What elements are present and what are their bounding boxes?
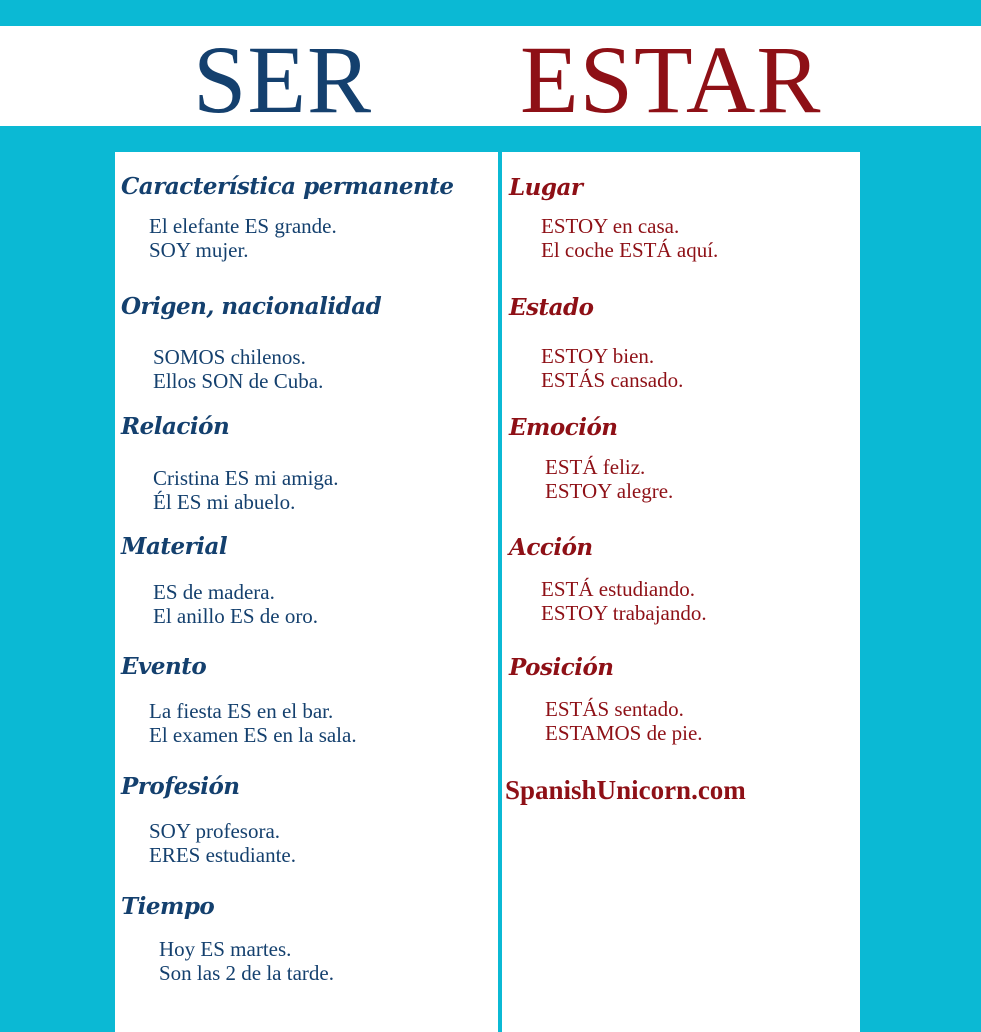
ser-heading: Evento [121, 653, 207, 680]
estar-section-emocion [509, 413, 618, 443]
estar-example: ESTOY alegre. [545, 479, 674, 503]
ser-section-evento [121, 652, 206, 682]
ser-heading: Material [121, 533, 228, 560]
estar-example: ESTÁ estudiando. [541, 577, 695, 601]
estar-section-lugar [509, 173, 583, 203]
ser-examples-caracteristica [149, 214, 337, 262]
ser-example: ERES estudiante. [149, 843, 296, 867]
estar-heading: Acción [509, 534, 593, 561]
estar-examples-posicion [545, 697, 703, 745]
estar-heading: Posición [509, 654, 614, 681]
estar-example: El coche ESTÁ aquí. [541, 238, 719, 262]
estar-heading: Estado [509, 294, 594, 321]
estar-section-posicion [509, 653, 614, 683]
ser-example: Cristina ES mi amiga. [153, 466, 339, 490]
ser-example: SOY mujer. [149, 238, 249, 262]
ser-section-material [121, 532, 227, 562]
ser-section-tiempo [121, 892, 214, 922]
ser-heading: Origen, nacionalidad [121, 293, 382, 320]
ser-example: SOY profesora. [149, 819, 281, 843]
ser-example: Son las 2 de la tarde. [159, 961, 334, 985]
ser-examples-material [153, 580, 318, 628]
ser-example: Él ES mi abuelo. [153, 490, 296, 514]
estar-section-accion [509, 533, 593, 563]
estar-example: ESTÁS cansado. [541, 368, 684, 392]
estar-example: ESTÁ feliz. [545, 455, 646, 479]
estar-example: ESTOY bien. [541, 344, 655, 368]
ser-example: El elefante ES grande. [149, 214, 337, 238]
estar-section-estado [509, 293, 593, 323]
estar-examples-lugar [541, 214, 718, 262]
ser-examples-evento [149, 699, 357, 747]
estar-title: ESTAR [520, 26, 822, 133]
ser-section-caracteristica [121, 172, 453, 202]
top-bar [0, 0, 981, 26]
ser-heading: Profesión [121, 773, 240, 800]
ser-example: ES de madera. [153, 580, 275, 604]
ser-examples-profesion [149, 819, 296, 867]
estar-example: ESTOY en casa. [541, 214, 680, 238]
ser-example: Hoy ES martes. [159, 937, 292, 961]
estar-examples-accion [541, 577, 707, 625]
estar-example: ESTAMOS de pie. [545, 721, 703, 745]
ser-section-relacion [121, 412, 229, 442]
ser-section-origen [121, 292, 381, 322]
ser-example: SOMOS chilenos. [153, 345, 306, 369]
ser-examples-relacion [153, 466, 338, 514]
ser-heading: Tiempo [121, 893, 215, 920]
estar-example: ESTOY trabajando. [541, 601, 707, 625]
site-link[interactable]: SpanishUnicorn.com [505, 775, 746, 805]
estar-examples-emocion [545, 455, 673, 503]
ser-section-profesion [121, 772, 240, 802]
ser-heading: Relación [121, 413, 230, 440]
estar-examples-estado [541, 344, 683, 392]
ser-heading: Característica permanente [121, 173, 454, 200]
ser-title: SER [193, 26, 373, 133]
ser-examples-origen [153, 345, 323, 393]
estar-example: ESTÁS sentado. [545, 697, 684, 721]
ser-examples-tiempo [159, 937, 334, 985]
ser-example: El anillo ES de oro. [153, 604, 319, 628]
ser-example: Ellos SON de Cuba. [153, 369, 324, 393]
estar-heading: Lugar [509, 174, 583, 201]
header [0, 26, 981, 133]
estar-heading: Emoción [509, 414, 618, 441]
ser-example: La fiesta ES en el bar. [149, 699, 334, 723]
ser-example: El examen ES en la sala. [149, 723, 357, 747]
